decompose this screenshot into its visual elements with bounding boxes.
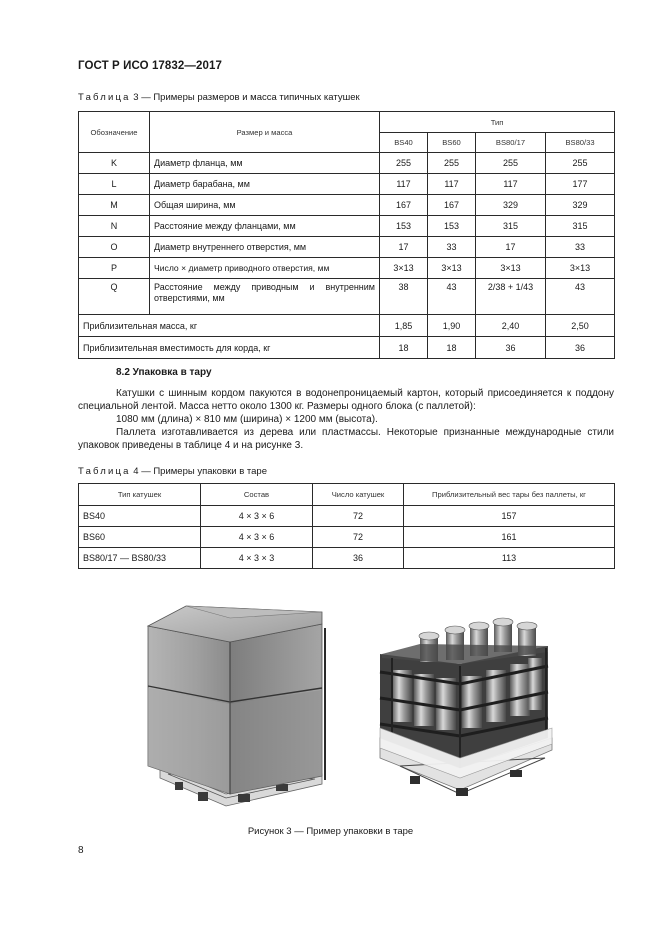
row-code: Q [79, 279, 150, 315]
cell-reel-type: BS40 [79, 506, 201, 527]
boxed-pallet-photo [148, 606, 325, 806]
reels-pallet-photo [380, 618, 552, 796]
cell-composition: 4 × 3 × 6 [201, 527, 313, 548]
cell-reel-type: BS80/17 — BS80/33 [79, 548, 201, 569]
header-type: Тип [380, 112, 615, 133]
header-type-bs80-17: BS80/17 [476, 133, 546, 153]
row-code: O [79, 237, 150, 258]
table-row [79, 195, 615, 216]
cell-value: 315 [476, 216, 546, 237]
table4-caption [78, 466, 267, 477]
cell-value: 255 [428, 153, 476, 174]
cell-value: 2/38 + 1/43 [476, 279, 546, 315]
cell-value: 117 [428, 174, 476, 195]
row-name: Общая ширина, мм [150, 195, 380, 216]
cell-composition: 4 × 3 × 3 [201, 548, 313, 569]
cell-value: 153 [380, 216, 428, 237]
cell-value: 17 [380, 237, 428, 258]
cell-value: 315 [546, 216, 615, 237]
table4-caption-text: 4 — Примеры упаковки в таре [133, 466, 267, 477]
cell-value: 255 [546, 153, 615, 174]
cell-value: 1,90 [428, 315, 476, 337]
table-row [79, 153, 615, 174]
table-row [79, 216, 615, 237]
figure-svg [0, 598, 661, 818]
cell-reel-type: BS60 [79, 527, 201, 548]
figure-caption: Рисунок 3 — Пример упаковки в таре [247, 826, 414, 837]
header-type-bs80-33: BS80/33 [546, 133, 615, 153]
footer-row-name: Приблизительная масса, кг [79, 315, 380, 337]
cell-value: 177 [546, 174, 615, 195]
table-row [79, 279, 615, 315]
page-number: 8 [78, 845, 84, 856]
cell-weight: 161 [404, 527, 615, 548]
table3-caption-label: Таблица [78, 92, 131, 103]
figure-packing-photos [0, 598, 661, 818]
row-name: Диаметр фланца, мм [150, 153, 380, 174]
cell-value: 33 [546, 237, 615, 258]
cell-value: 18 [380, 337, 428, 359]
table-row [79, 315, 615, 337]
header-size-mass: Размер и масса [150, 112, 380, 153]
row-code: M [79, 195, 150, 216]
row-code: N [79, 216, 150, 237]
header-designation: Обозначение [79, 112, 150, 153]
header-reel-type: Тип катушек [79, 484, 201, 506]
table-row [79, 527, 615, 548]
table-row [79, 548, 615, 569]
cell-value: 255 [476, 153, 546, 174]
cell-value: 1,85 [380, 315, 428, 337]
row-code: P [79, 258, 150, 279]
cell-value: 329 [476, 195, 546, 216]
cell-value: 36 [546, 337, 615, 359]
cell-reel-count: 36 [313, 548, 404, 569]
table-header-row [79, 484, 615, 506]
header-type-bs40: BS40 [380, 133, 428, 153]
paragraph: Паллета изготавливается из дерева или пластмассы. Некоторые признанные международные стили упаковок приведены в таблице 4 и на рисунке 3. [78, 427, 614, 451]
cell-weight: 113 [404, 548, 615, 569]
cell-reel-count: 72 [313, 527, 404, 548]
cell-weight: 157 [404, 506, 615, 527]
paragraph: 1080 мм (длина) × 810 мм (ширина) × 1200 мм (высота). [116, 414, 378, 425]
cell-value: 167 [380, 195, 428, 216]
row-code: K [79, 153, 150, 174]
row-name: Расстояние между приводным и внутренним отверстиями, мм [150, 279, 380, 315]
table-reel-dimensions [78, 111, 615, 359]
document-header: ГОСТ Р ИСО 17832—2017 [78, 60, 223, 72]
row-name: Диаметр внутреннего отверстия, мм [150, 237, 380, 258]
section-body [78, 387, 614, 452]
cell-value: 36 [476, 337, 546, 359]
table-row [79, 337, 615, 359]
table-packing-examples [78, 483, 615, 569]
table3-caption [78, 92, 360, 103]
cell-value: 153 [428, 216, 476, 237]
cell-value: 255 [380, 153, 428, 174]
table-header-row [79, 112, 615, 133]
header-reel-count: Число катушек [313, 484, 404, 506]
cell-value: 3×13 [546, 258, 615, 279]
cell-value: 3×13 [428, 258, 476, 279]
paragraph: Катушки с шинным кордом пакуются в водонепроницаемый картон, который присоединяется к поддону специальной лентой. Масса нетто около 1300 кг. Размеры одного блока (с паллетой): [78, 388, 614, 412]
header-approx-weight: Приблизительный вес тары без паллеты, кг [404, 484, 615, 506]
table-row [79, 174, 615, 195]
cell-value: 43 [428, 279, 476, 315]
table3-caption-text: 3 — Примеры размеров и масса типичных катушек [133, 92, 360, 103]
header-composition: Состав [201, 484, 313, 506]
cell-value: 17 [476, 237, 546, 258]
cell-value: 18 [428, 337, 476, 359]
footer-row-name: Приблизительная вместимость для корда, кг [79, 337, 380, 359]
cell-value: 2,40 [476, 315, 546, 337]
cell-value: 3×13 [476, 258, 546, 279]
cell-value: 167 [428, 195, 476, 216]
row-name: Диаметр барабана, мм [150, 174, 380, 195]
cell-composition: 4 × 3 × 6 [201, 506, 313, 527]
cell-value: 3×13 [380, 258, 428, 279]
row-name: Расстояние между фланцами, мм [150, 216, 380, 237]
cell-value: 117 [476, 174, 546, 195]
header-type-bs60: BS60 [428, 133, 476, 153]
cell-reel-count: 72 [313, 506, 404, 527]
table-row [79, 258, 615, 279]
section-title: 8.2 Упаковка в тару [116, 367, 212, 378]
row-code: L [79, 174, 150, 195]
row-name: Число × диаметр приводного отверстия, мм [150, 258, 380, 279]
cell-value: 33 [428, 237, 476, 258]
table4-caption-label: Таблица [78, 466, 131, 477]
cell-value: 329 [546, 195, 615, 216]
table-row [79, 237, 615, 258]
cell-value: 117 [380, 174, 428, 195]
table-row [79, 506, 615, 527]
cell-value: 43 [546, 279, 615, 315]
cell-value: 2,50 [546, 315, 615, 337]
cell-value: 38 [380, 279, 428, 315]
